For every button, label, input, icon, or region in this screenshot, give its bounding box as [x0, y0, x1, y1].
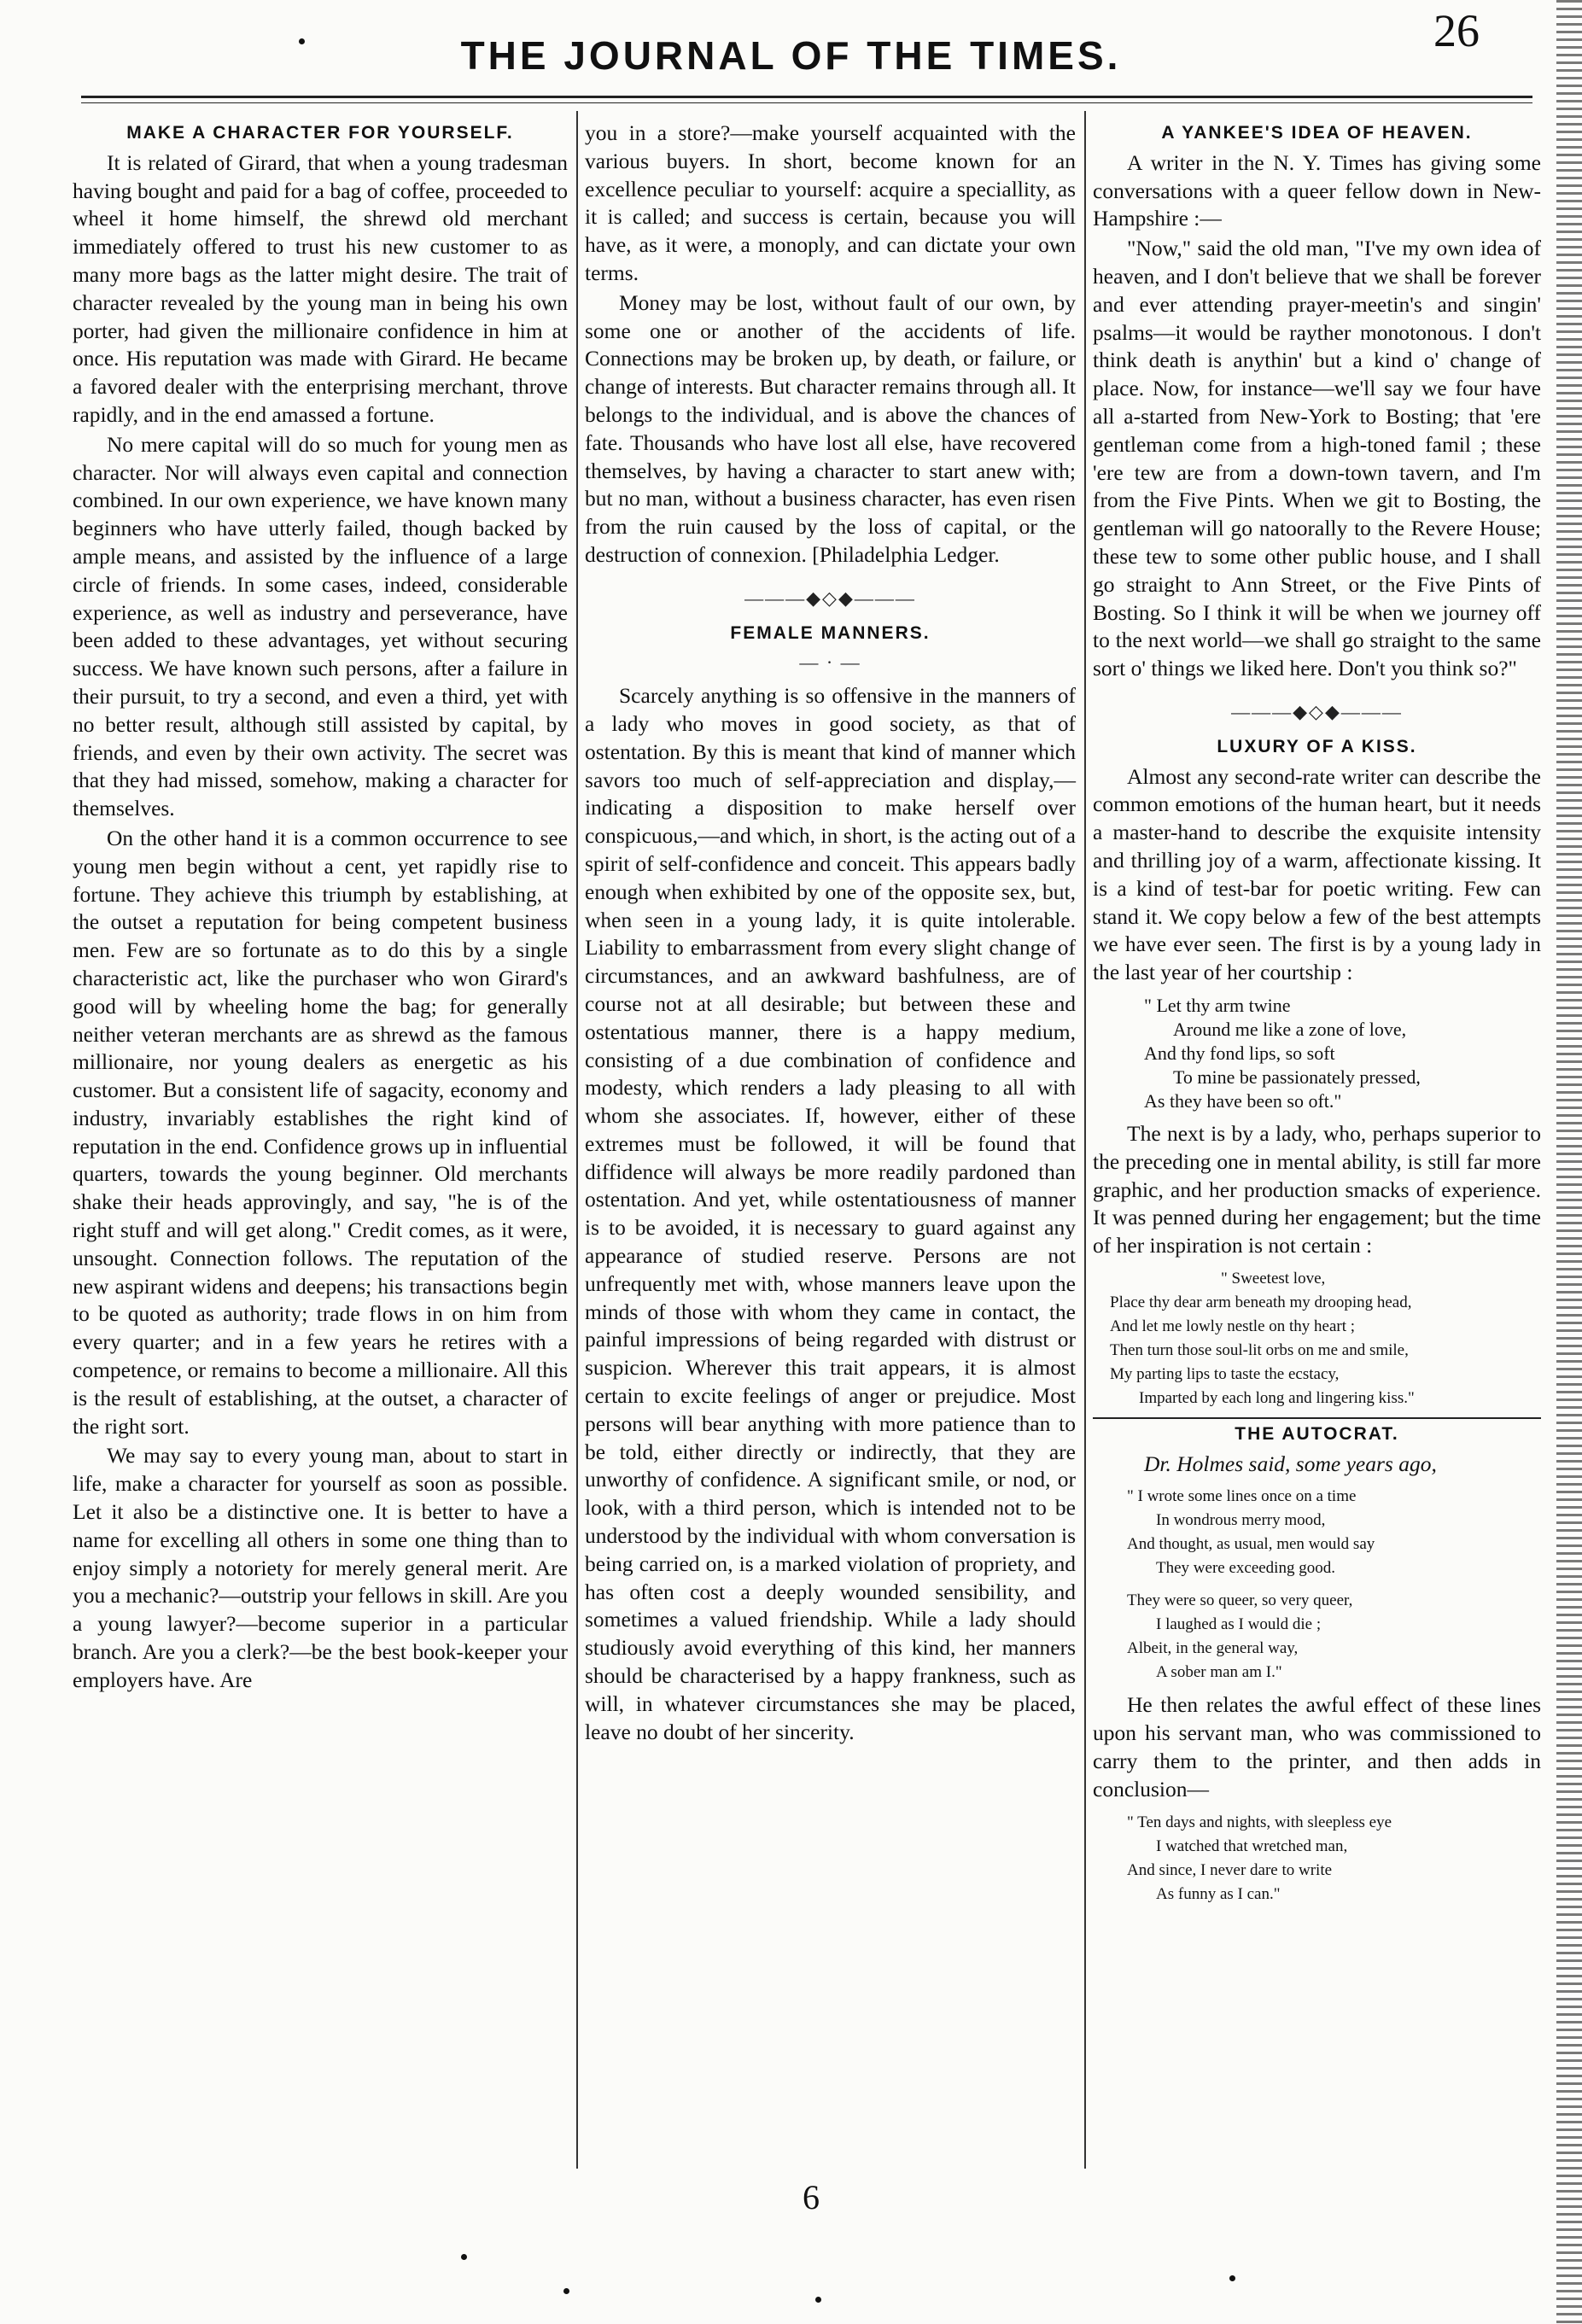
masthead-rule-top [81, 96, 1532, 98]
article-title-character: MAKE A CHARACTER FOR YOURSELF. [126, 123, 514, 143]
article-paragraph: No mere capital will do so much for young men as character. Nor will always even capital and connection combined. In our own experience, we have known many beginners who have utterly failed, though backed by ample means, and assisted by the influence of a large circle of friends. In some cases, indeed, considerable experience, as well as industry and perseverance, have been added to these advantages, yet without securing success. We have known such persons, after a failure in their pursuit, to try a second, and even a third, yet with no better result, although still assisted by capital, by friends, and even by their own activity. The secret was that they had missed, somehow, making a character for themselves. [73, 431, 568, 821]
verse-line: Imparted by each long and lingering kiss." [1139, 1388, 1415, 1407]
verse-line: And let me lowly nestle on thy heart ; [1110, 1317, 1356, 1335]
article-paragraph: He then relates the awful effect of these lines upon his servant man, who was commissioned to carry them to the printer, and then adds in conclusion— [1093, 1692, 1541, 1801]
page-mark: 26 [1433, 5, 1480, 56]
verse-line: I watched that wretched man, [1156, 1836, 1348, 1855]
page-edge-scan-artifact [1556, 0, 1582, 2324]
section-separator: ———◆◇◆——— [1231, 700, 1403, 722]
verse-line: Then turn those soul-lit orbs on me and smile, [1110, 1340, 1409, 1359]
article-paragraph: We may say to every young man, about to start in life, make a character for yourself as soon as possible. Let it also be a distinctive one. It is better to have a name for excelling all others in some one thing than to enjoy simply a notoriety for merely general merit. Are you a mechanic?—outstrip your fellows in skill. Are you a young lawyer?—become superior in a particular branch. Are you a clerk?—be the best book-keeper your employers have. Are [73, 1443, 569, 1692]
article-paragraph: A writer in the N. Y. Times has giving some conversations with a queer fellow down in New-Hampshire :— [1093, 149, 1541, 231]
verse-line: As funny as I can." [1156, 1884, 1281, 1903]
verse-line: Place thy dear arm beneath my drooping head, [1110, 1293, 1412, 1311]
verse-line: " Let thy arm twine [1144, 994, 1291, 1016]
article-paragraph: The next is by a lady, who, perhaps superior to the preceding one in mental ability, is still far more graphic, and her production smacks of experience. It was penned during her engagement; but the time of her inspiration is not certain : [1093, 1120, 1541, 1258]
verse-line: In wondrous merry mood, [1156, 1511, 1326, 1530]
column-3 [1093, 120, 1541, 1913]
poem-verse [1144, 994, 1541, 1113]
verse-line: They were exceeding good. [1156, 1559, 1335, 1578]
verse-line: " Ten days and nights, with sleepless eye [1127, 1813, 1392, 1831]
article-paragraph: On the other hand it is a common occurrence to see young men begin without a cent, yet rapidly rise to fortune. They achieve this triumph by establishing, at the outset a reputation for being competent business men. Few are so fortunate as to do this by a single characteristic act, like the purchaser who won Girard's good will by wheeling home the bag; for generally neither veteran merchants are as shrewd as the famous millionaire, nor young dealers as energetic as his customer. But a consistent life of sagacity, economy and industry, invariably establishes the right kind of reputation in the end. Confidence grows up in influential quarters, towards the young beginner. Old merchants shake their heads approvingly, and say, "he is of the right stuff and will get along." Credit comes, as it were, unsought. Connection follows. The reputation of the new aspirant widens and deepens; his transactions begin to be quoted as authority; trade flows in on him from every quarter; and in a few years he retires with a competence, or remains to become a millionaire. All this is the result of establishing, at the outset, a character of the right sort. [73, 825, 568, 1439]
verse-line: They were so queer, so very queer, [1127, 1591, 1353, 1610]
article-title-autocrat: THE AUTOCRAT. [1235, 1423, 1399, 1444]
autocrat-intro: Dr. Holmes said, some years ago, [1144, 1451, 1437, 1476]
scan-speck [299, 38, 305, 44]
scan-speck [815, 2297, 821, 2303]
verse-line: Around me like a zone of love, [1173, 1018, 1407, 1040]
sub-separator: — · — [799, 651, 861, 674]
scan-speck [1229, 2275, 1235, 2281]
article-title-yankee: A YANKEE'S IDEA OF HEAVEN. [1161, 123, 1473, 143]
verse-line: A sober man am I." [1156, 1663, 1282, 1682]
article-paragraph: Almost any second-rate writer can describe the common emotions of the human heart, but it needs a master-hand to describe the exquisite intensity and thrilling joy of a warm, affectionate kissing. It is a kind of test-bar for poetic writing. Few can stand it. We copy below a few of the best attempts we have ever seen. The first is by a young lady in the last year of her courtship : [1093, 763, 1541, 985]
verse-line: And thought, as usual, men would say [1127, 1535, 1375, 1554]
column-divider-2 [1084, 111, 1086, 2169]
scan-speck [563, 2288, 569, 2294]
verse-line: Albeit, in the general way, [1127, 1639, 1299, 1658]
verse-line: " Sweetest love, [1221, 1269, 1326, 1288]
article-title-kiss: LUXURY OF A KISS. [1217, 736, 1417, 756]
article-paragraph: Money may be lost, without fault of our own, by some one or another of the accidents of life. Connections may be broken up, by death, or failure, or change of interests. But character remains through all. It belongs to the individual, and is above the chances of fate. Thousands who have lost all else, have recovered themselves, by having a character to start anew with; but no man, without a business character, has even risen from the ruin caused by the loss of capital, or the destruction of connexion. [Philadelphia Ledger. [585, 289, 1076, 567]
verse-spacer [1127, 1580, 1541, 1589]
article-paragraph: "Now," said the old man, "I've my own idea of heaven, and I don't believe that we shall be forever and ever attending prayer-meetin's and singin' psalms—it would be rayther monotonous. I don't think death is anythin' but a kind o' change of place. Now, for instance—we'll say we four have all a-started from New-York to Bosting; that 'ere gentleman come from a high-toned famil ; these 'ere tew are from a down-town tavern, and I'm from the Five Pints. When we git to Bosting, the gentleman will go natoorally to the Revere House; these tew to some other public house, and I shall go straight to Ann Street, or the Five Pints of Bosting. So I think it will be when we journey off to the next world—we shall go straight to the same sort o' things we liked here. Don't you think so?" [1093, 236, 1541, 681]
scan-speck [461, 2254, 467, 2260]
article-paragraph: Scarcely anything is so offensive in the manners of a lady who moves in good society, as that of ostentation. By this is meant that kind of manner which savors too much of self-appreciation and display,—indicating a disposition to make herself over conspicuous,—and which, in short, is the acting out of a spirit of self-confidence and conceit. This appears badly enough when exhibited by one of the opposite sex, but, when seen in a young lady, it is quite intolerable. Liability to embarrassment from every slight change of circumstances, and an awkward bashfulness, are of course not at all desirable; but between these and ostentatious manner, there is a happy medium, consisting of a due combination of confidence and modesty, which renders a lady pleasing to all with whom she associates. If, however, either of these extremes must be followed, it will be found that diffidence will always be more readily pardoned than ostentation. And yet, while ostentatiousness of manner is to be avoided, it is necessary to guard against any appearance of studied reserve. Persons are not unfrequently met with, whose manners leave upon the minds of those with whom they came in contact, the painful impressions of being regarded with distrust or suspicion. Wherever this trait appears, it is almost certain to excite feelings of anger or prejudice. Most persons will bear anything with more patience than to be told, either directly or indirectly, that they are unworthy of confidence. A significant smile, or nod, or look, with a third person, which is intended not to be understood by the individual with whom conversation is being carried on, is a marked violation of propriety, and has often cost a deeply wounded sensibility, and sometimes a valued friendship. While a lady should studiously avoid everything of this kind, her manners should be characterised by a happy frankness, such as will, in whatever circumstances she may be placed, leave no doubt of her sincerity. [585, 683, 1076, 1744]
verse-line: My parting lips to taste the ecstacy, [1110, 1364, 1340, 1383]
masthead-title: THE JOURNAL OF THE TIMES. [460, 33, 1122, 78]
masthead-rule-bottom [81, 102, 1532, 103]
page-number: 6 [803, 2178, 820, 2216]
verse-line: And since, I never dare to write [1127, 1860, 1333, 1879]
column-divider-1 [576, 111, 578, 2169]
verse-line: And thy fond lips, so soft [1144, 1042, 1335, 1064]
verse-line: To mine be passionately pressed, [1173, 1066, 1421, 1088]
column-1 [73, 120, 568, 1696]
poem-verse [1110, 1267, 1541, 1410]
verse-line: " I wrote some lines once on a time [1127, 1487, 1357, 1506]
article-paragraph: you in a store?—make yourself acquainted with the various buyers. In short, become known for an excellence peculiar to yourself: acquire a speciallity, as it is called; and success is certain, because you will have, as it were, a monoply, and can dictate your own terms. [585, 120, 1076, 285]
poem-verse [1127, 1485, 1541, 1685]
article-title-female-manners: FEMALE MANNERS. [730, 622, 931, 643]
section-separator: ———◆◇◆——— [744, 587, 916, 609]
verse-line: I laughed as I would die ; [1156, 1615, 1322, 1634]
divider-line [1093, 1417, 1541, 1419]
poem-verse [1127, 1811, 1541, 1906]
verse-line: As they have been so oft." [1144, 1089, 1342, 1112]
article-paragraph: It is related of Girard, that when a young tradesman having bought and paid for a bag of coffee, proceeded to wheel it home himself, the shrewd old merchant immediately offered to trust his new customer to as many more bags as the latter might desire. The trait of character revealed by the young man in being his own porter, had given the millionaire confidence in him at once. His reputation was made with Girard. He became a favored dealer with the enterprising merchant, throve rapidly, and in the end amassed a fortune. [73, 149, 568, 427]
column-2 [585, 120, 1076, 1748]
